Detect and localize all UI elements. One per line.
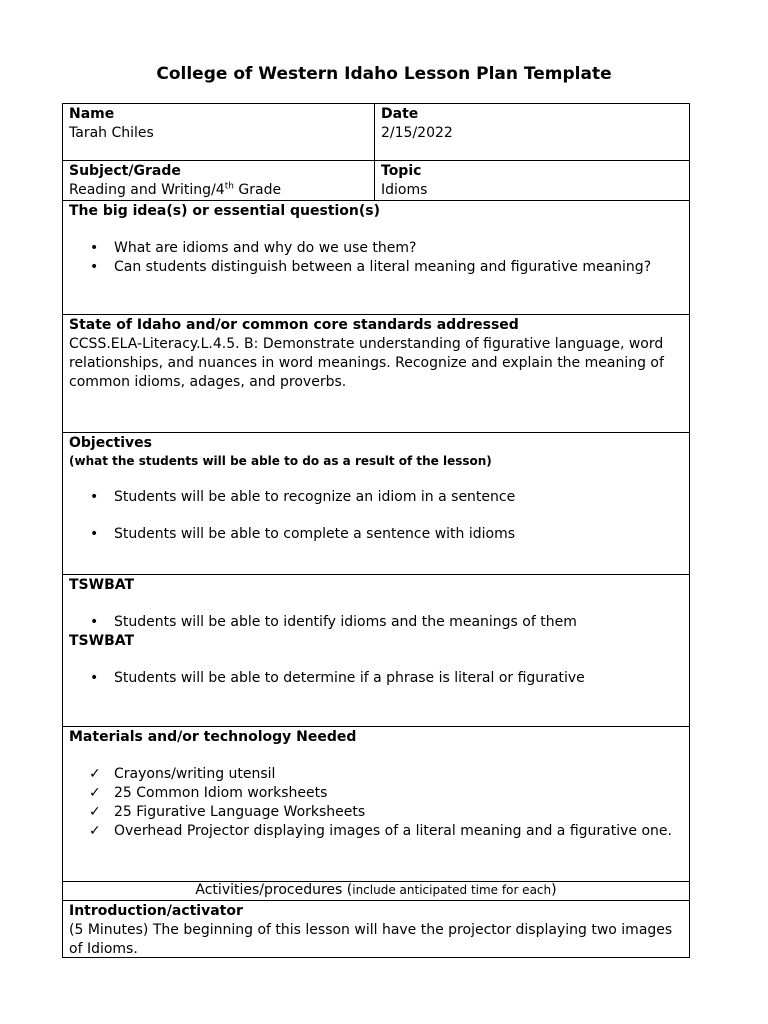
activities-close: ): [551, 882, 557, 898]
objectives-note: (what the students will be able to do as a result of the lesson): [69, 454, 492, 468]
name-value: Tarah Chiles: [69, 125, 154, 141]
subject-value: Reading and Writing/4th Grade: [69, 181, 282, 198]
list-item: ✓ Overhead Projector displaying images of a literal meaning and a figurative one.: [69, 822, 683, 841]
document-title: College of Western Idaho Lesson Plan Template: [156, 64, 612, 84]
introduction-label: Introduction/activator: [69, 903, 243, 919]
big-idea-label: The big idea(s) or essential question(s): [69, 203, 381, 219]
objectives-cell: [62, 432, 690, 575]
objectives-list: [69, 488, 683, 544]
materials-cell: [62, 726, 690, 882]
materials-label: Materials and/or technology Needed: [69, 729, 357, 745]
date-cell: [374, 103, 690, 161]
list-item: • Students will be able to determine if a phrase is literal or figurative: [69, 669, 683, 688]
standards-cell: [62, 314, 690, 433]
date-value: 2/15/2022: [381, 125, 453, 141]
name-cell: [62, 103, 375, 161]
tswbat-label: TSWBAT: [69, 577, 135, 593]
topic-label: Topic: [381, 163, 422, 179]
subject-label: Subject/Grade: [69, 163, 181, 179]
list-item: • Students will be able to identify idioms and the meanings of them: [69, 613, 683, 632]
tswbat-list-2: [69, 669, 683, 688]
standards-label: State of Idaho and/or common core standards addressed: [69, 317, 519, 333]
activities-label: Activities/procedures (: [195, 882, 353, 898]
list-item: ✓ 25 Common Idiom worksheets: [69, 784, 683, 803]
list-item: ✓ 25 Figurative Language Worksheets: [69, 803, 683, 822]
big-idea-cell: [62, 200, 690, 315]
date-label: Date: [381, 106, 419, 122]
standards-text: CCSS.ELA-Literacy.L.4.5. B: Demonstrate understanding of figurative language, word relationships, and nuances in word meanings. Recognize and explain the meaning of common idioms, adages, and proverbs.: [69, 336, 664, 390]
activities-header-cell: [62, 881, 690, 901]
list-item: ✓ Crayons/writing utensil: [69, 765, 683, 784]
materials-list: [69, 765, 683, 841]
list-item: • Can students distinguish between a literal meaning and figurative meaning?: [69, 258, 683, 277]
tswbat-cell: [62, 574, 690, 727]
list-item: • Students will be able to complete a sentence with idioms: [69, 525, 683, 544]
objectives-label: Objectives: [69, 435, 152, 451]
list-item: • Students will be able to recognize an idiom in a sentence: [69, 488, 683, 507]
tswbat-label-2: TSWBAT: [69, 633, 135, 649]
subject-cell: [62, 160, 375, 201]
big-idea-list: [69, 239, 683, 277]
introduction-cell: [62, 900, 690, 958]
topic-value: Idioms: [381, 182, 428, 198]
activities-note: include anticipated time for each: [352, 883, 552, 897]
introduction-text: (5 Minutes) The beginning of this lesson will have the projector displaying two images of Idioms.: [69, 922, 673, 957]
name-label: Name: [69, 106, 115, 122]
topic-cell: [374, 160, 690, 201]
list-item: • What are idioms and why do we use them?: [69, 239, 683, 258]
tswbat-list-1: [69, 613, 683, 632]
